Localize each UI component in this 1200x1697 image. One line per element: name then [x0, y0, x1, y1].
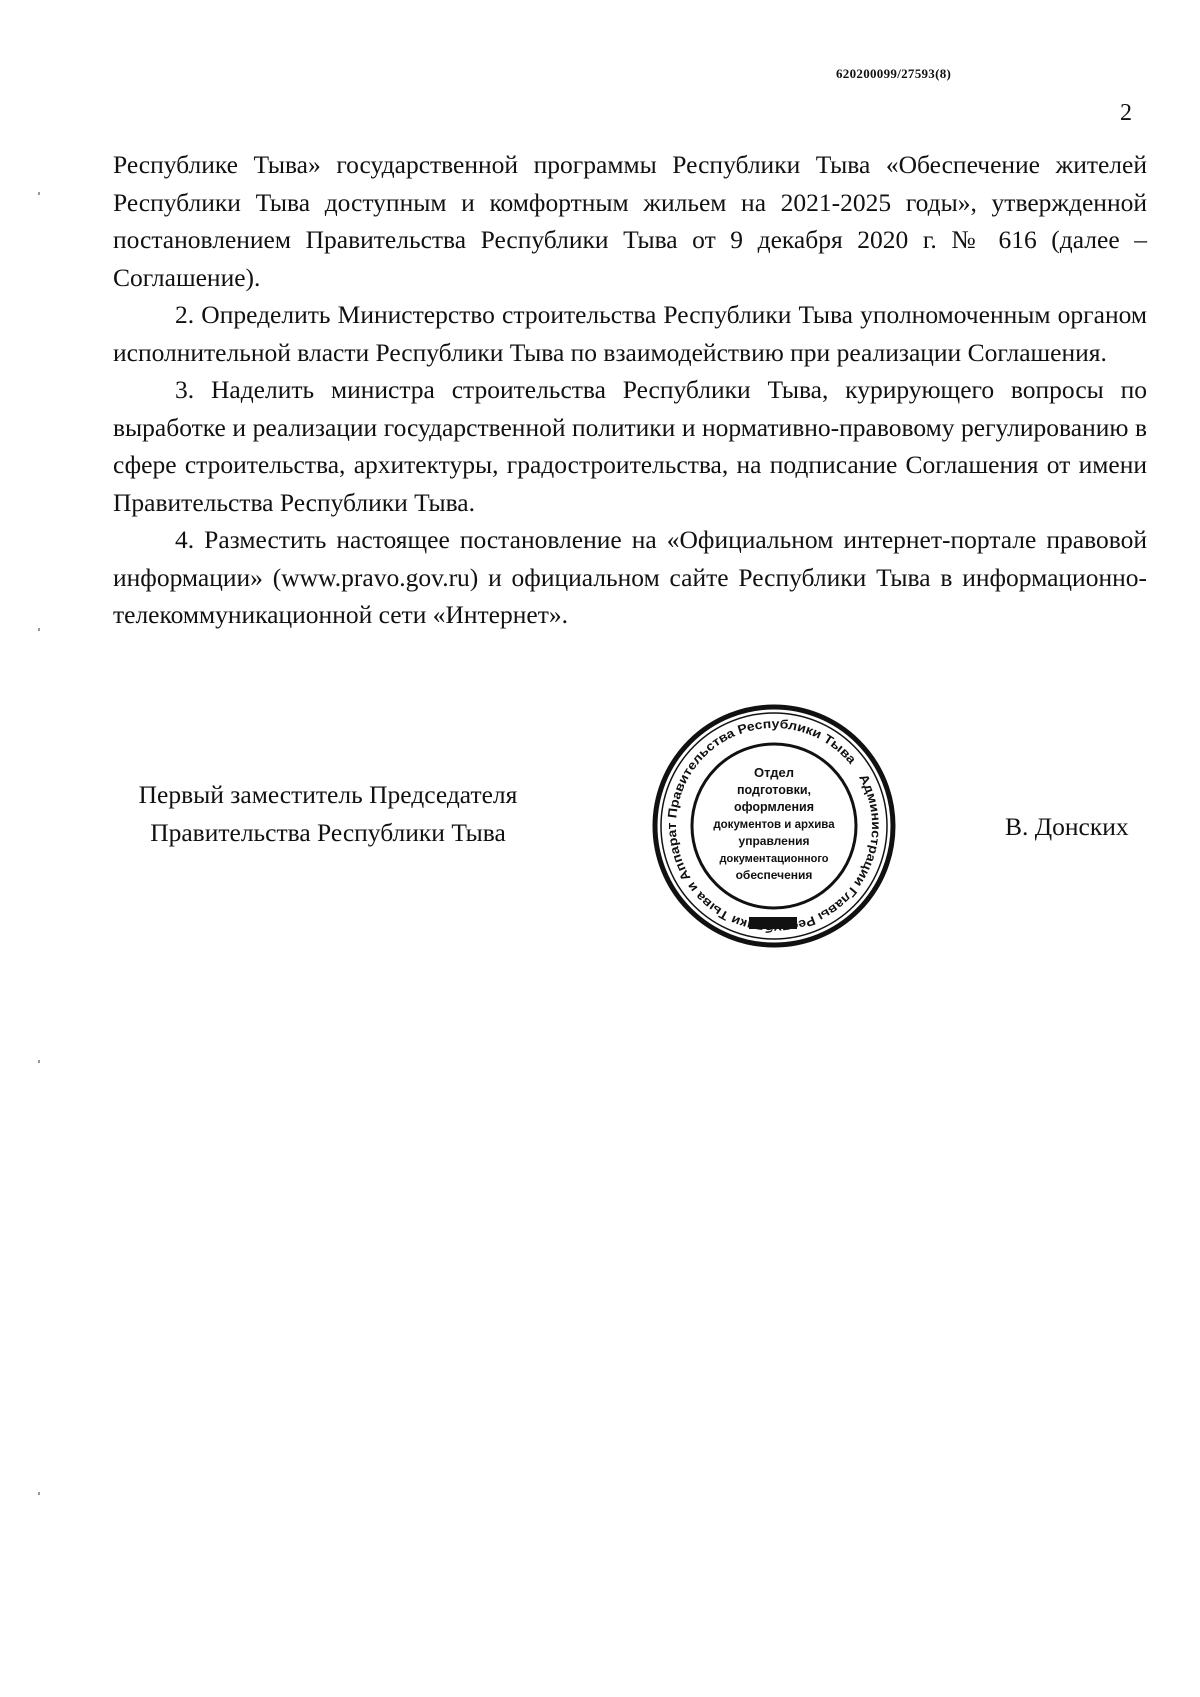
signatory-title	[113, 776, 543, 851]
seal-line-5: управления	[738, 834, 810, 848]
margin-scan-mark	[38, 192, 40, 195]
margin-scan-mark	[38, 628, 40, 631]
paragraph-3: 3. Наделить министра строительства Республики Тыва, курирующего вопросы по выработке и реализации государственной политики и нормативно-правовому регулированию в сфере строительства, архитектуры, градостроительства, на подписание Соглашения от имени Правительства Республики Тыва.	[113, 375, 1147, 517]
seal-line-2: подготовки,	[736, 783, 812, 797]
seal-center-text	[713, 765, 835, 882]
page-number: 2	[1120, 100, 1132, 126]
official-seal	[651, 703, 897, 949]
signatory-title-line-1: Первый заместитель Председателя	[138, 780, 518, 809]
seal-graphic	[651, 703, 897, 949]
document-registration-code: 620200099/27593(8)	[836, 66, 952, 81]
paragraph-2: 2. Определить Министерство строительства Республики Тыва уполномоченным органом исполнительной власти Республики Тыва по взаимодействию при реализации Соглашения.	[113, 300, 1147, 367]
seal-line-3: оформления	[733, 800, 815, 814]
signatory-title-line-2: Правительства Республики Тыва	[150, 817, 506, 847]
signatory-name: В. Донских	[1005, 812, 1129, 841]
seal-line-6: документационного	[719, 853, 829, 865]
paragraph-1-continuation: Республике Тыва» государственной программы Республики Тыва «Обеспечение жителей Республики Тыва доступным и комфортным жильем на 2021-2025 годы», утвержденной постановлением Правительства Республики Тыва от 9 декабря 2020 г. № 616 (далее – Соглашение).	[113, 150, 1147, 292]
seal-line-1: Отдел	[753, 765, 795, 780]
margin-scan-mark	[38, 1060, 40, 1063]
seal-ring-text-path: Администрации Главы Ре ки Тыва и Аппарат Правительства Республики Тыва	[664, 716, 884, 932]
margin-scan-mark	[38, 1492, 40, 1495]
seal-line-7: обеспечения	[735, 868, 813, 882]
seal-redaction-mark	[749, 917, 797, 929]
document-body	[113, 146, 1147, 634]
paragraph-4: 4. Разместить настоящее постановление на «Официальном интернет-портале правовой информации» (www.pravo.gov.ru) и официальном сайте Республики Тыва в информационно-телекоммуникационной сети «Интернет».	[113, 525, 1147, 629]
seal-line-4: документов и архива	[713, 819, 835, 831]
